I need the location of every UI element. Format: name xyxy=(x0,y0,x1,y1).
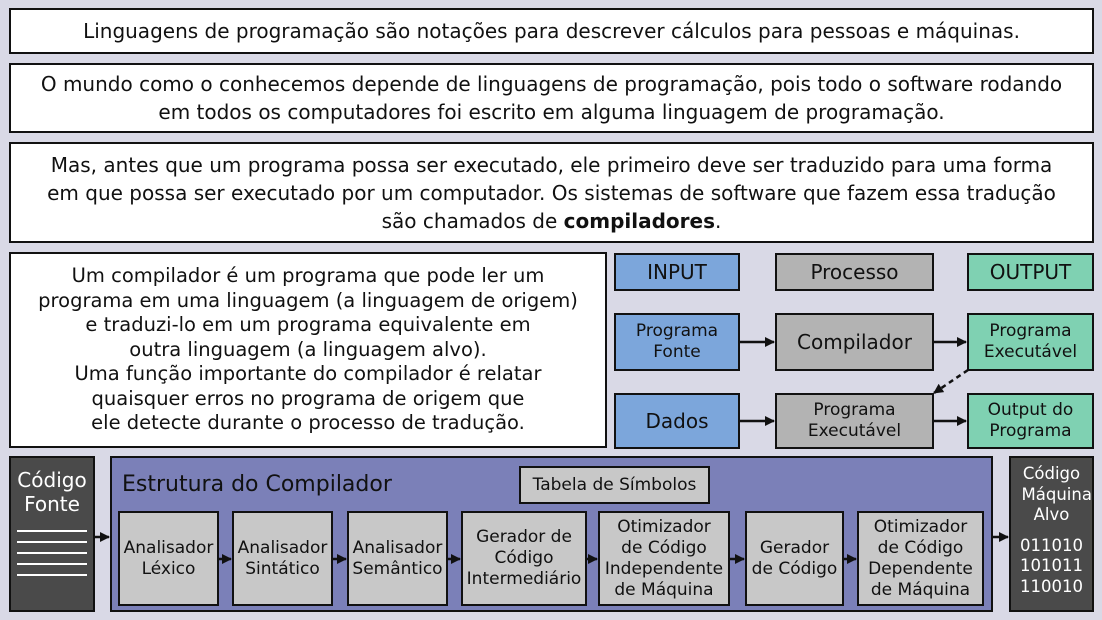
input-header-label: INPUT xyxy=(647,260,707,284)
output-header-label: OUTPUT xyxy=(989,260,1072,284)
binary-line: 110010 xyxy=(1020,576,1083,596)
phase-label: Otimizador de Código Dependente de Máquina xyxy=(868,516,973,600)
target-code-label: Código Máquina Alvo xyxy=(1021,464,1092,524)
phase-label: Gerador de Código xyxy=(751,537,838,579)
executable-program-output-label: Programa Executável xyxy=(983,321,1078,362)
phase-label: Analisador Sintático xyxy=(237,537,328,579)
phase-label: Otimizador de Código Independente de Máquina xyxy=(604,516,724,600)
data-label: Dados xyxy=(645,409,709,433)
symbol-table-label: Tabela de Símbolos xyxy=(532,475,697,495)
compilers-term: compiladores xyxy=(563,208,715,233)
para3-start: Mas, antes que um programa possa ser executado, ele primeiro deve ser traduzido para uma forma em que possa ser executado por um computador. Os sistemas de software que fazem essa tradução são chamados de xyxy=(47,152,1056,233)
binary-line: 101011 xyxy=(1020,556,1083,575)
intro-line-1-text: Linguagens de programação são notações para descrever cálculos para pessoas e máquinas. xyxy=(83,19,1020,43)
definition-line: e traduzi-lo em um programa equivalente em xyxy=(85,313,531,337)
definition-line: programa em uma linguagem (a linguagem de origem) xyxy=(38,288,578,312)
intro-paragraph-2-text: O mundo como o conhecemos depende de linguagens de programação, pois todo o software rodando em todos os computadores foi escrito em alguma linguagem de programação. xyxy=(40,72,1063,124)
source-code-label: Código Fonte xyxy=(17,468,87,516)
definition-line: outra linguagem (a linguagem alvo). xyxy=(129,337,487,361)
phase-label: Gerador de Código Intermediário xyxy=(466,527,582,589)
definition-line: Um compilador é um programa que pode ler um xyxy=(71,264,545,288)
arrow-executable-dashed xyxy=(934,370,968,393)
process-header-label: Processo xyxy=(810,260,899,284)
phase-label: Analisador Semântico xyxy=(352,537,443,579)
binary-line: 011010 xyxy=(1020,535,1083,555)
program-output-label: Output do Programa xyxy=(987,400,1074,441)
compiler-structure-title: Estrutura do Compilador xyxy=(122,472,392,497)
definition-line: Uma função importante do compilador é relatar xyxy=(74,362,542,386)
executable-program-process-label: Programa Executável xyxy=(807,400,902,441)
para3-end: . xyxy=(715,208,722,233)
definition-line: ele detecte durante o processo de tradução. xyxy=(91,411,525,435)
source-program-label: Programa Fonte xyxy=(635,321,719,362)
compiler-label: Compilador xyxy=(797,330,912,354)
phase-label: Analisador Léxico xyxy=(123,537,214,579)
definition-line: quaisquer erros no programa de origem que xyxy=(91,386,525,410)
